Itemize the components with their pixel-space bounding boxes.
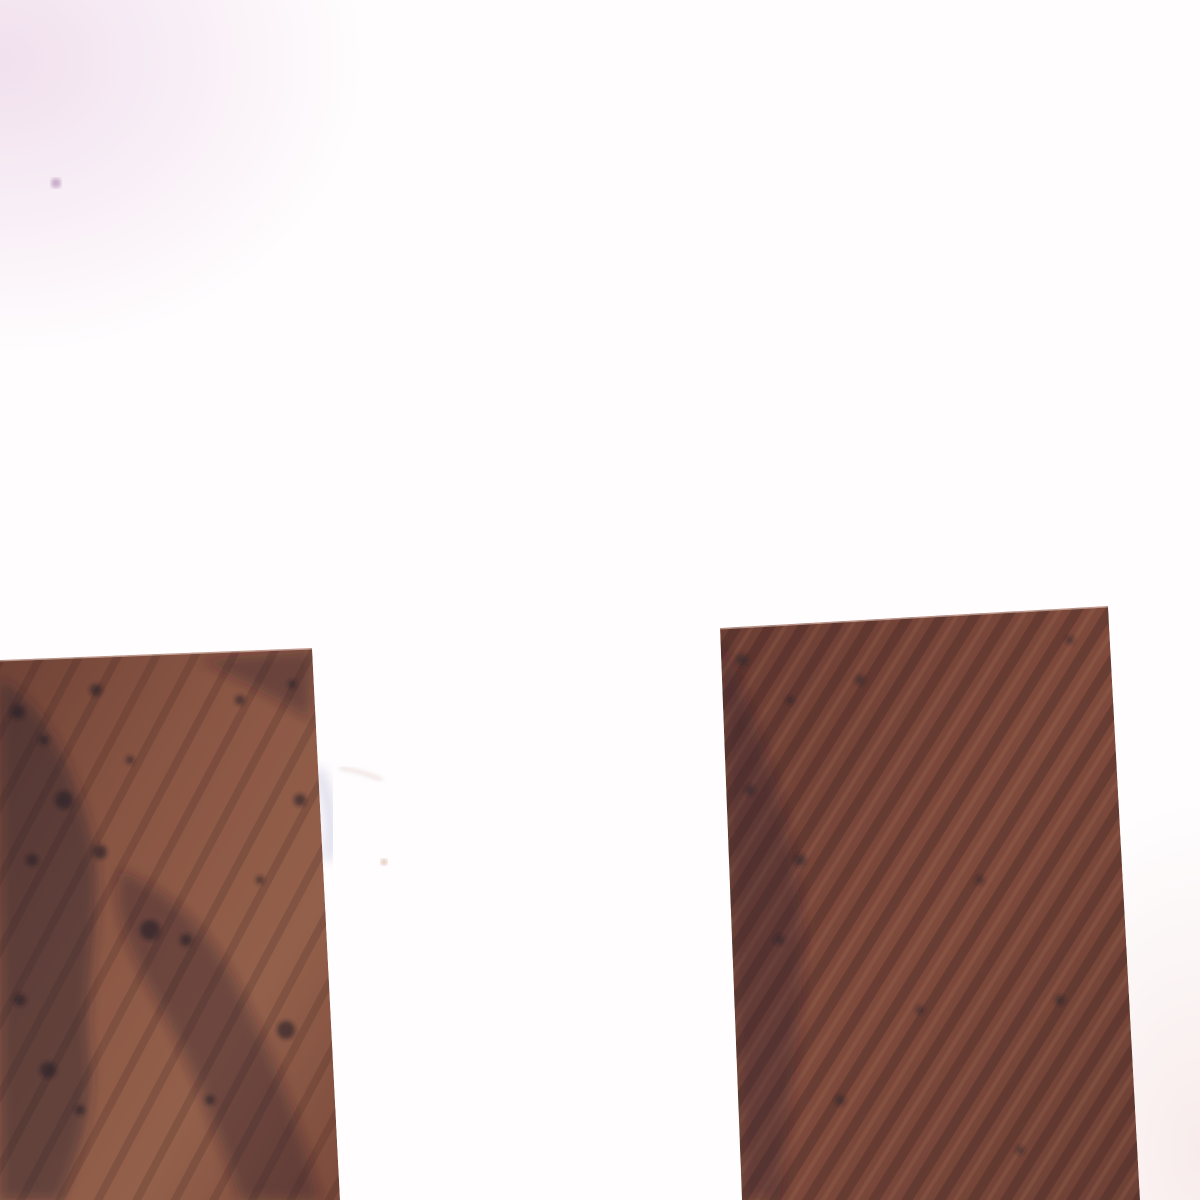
dust-speck — [381, 859, 387, 865]
left-contact-pad — [0, 640, 360, 1200]
right-contact-pad — [700, 590, 1160, 1200]
debris-fiber — [340, 768, 382, 780]
dust-speck — [51, 178, 61, 188]
